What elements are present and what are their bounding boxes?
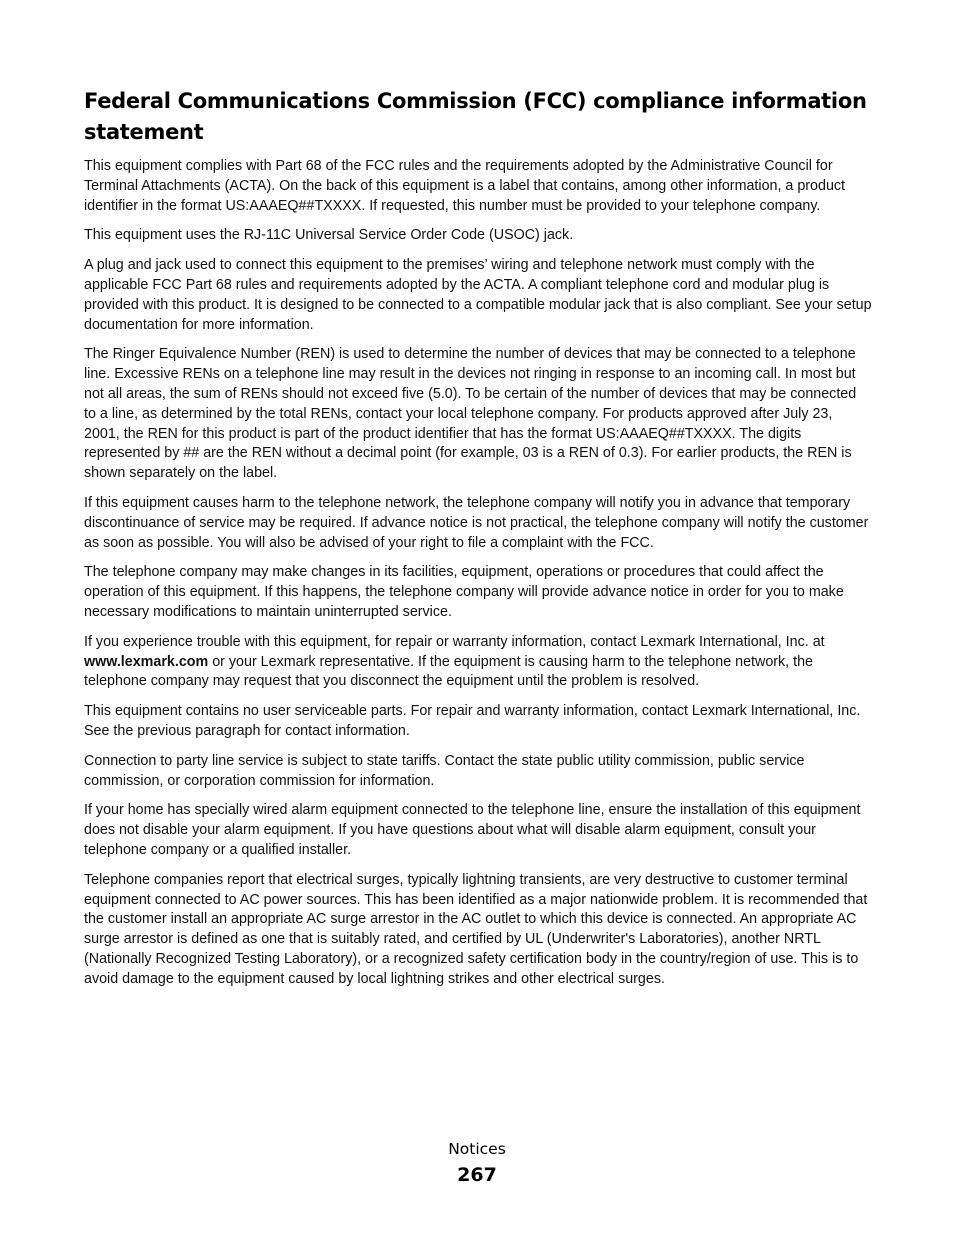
page-footer (0, 1137, 954, 1189)
paragraph-electrical-surges: Telephone companies report that electrical surges, typically lightning transients, are very destructive to customer terminal equipment connected to AC power sources. This has been identified as a major nationwide problem. It is recommended that the customer install an appropriate AC surge arrestor in the AC outlet to which this device is connected. An appropriate AC surge arrestor is defined as one that is suitably rated, and certified by UL (Underwriter's Laboratories), another NRTL (Nationally Recognized Testing Laboratory), or a recognized safety certification body in the country/region of use. This is to avoid damage to the equipment caused by local lightning strikes and other electrical surges. (84, 871, 868, 987)
paragraph-plug-and-jack: A plug and jack used to connect this equipment to the premises’ wiring and telephone network must comply with the applicable FCC Part 68 rules and requirements adopted by the ACTA. A compliant telephone cord and modular plug is provided with this product. It is designed to be connected to a compatible modular jack that is also compliant. See your setup documentation for more information. (84, 257, 872, 333)
footer-section-name: Notices (448, 1140, 506, 1158)
footer-page-number: 267 (457, 1164, 497, 1186)
paragraph-fcc-part-68: This equipment complies with Part 68 of the FCC rules and the requirements adopted by the Administrative Council for Terminal Attachments (ACTA). On the back of this equipment is a label that contains, among other information, a product identifier in the format US:AAAEQ##TXXXX. If requested, this number must be provided to your telephone company. (84, 158, 846, 214)
paragraph-party-line: Connection to party line service is subject to state tariffs. Contact the state public utility commission, public service commission, or corporation commission for information. (84, 752, 805, 789)
document-body (84, 86, 872, 999)
repair-text-before: If you experience trouble with this equipment, for repair or warranty information, contact Lexmark International, Inc. at (84, 633, 825, 650)
paragraph-usoc-jack: This equipment uses the RJ-11C Universal Service Order Code (USOC) jack. (84, 227, 574, 244)
paragraph-facility-changes: The telephone company may make changes in its facilities, equipment, operations or procedures that could affect the operation of this equipment. If this happens, the telephone company will provide advance notice in order for you to make necessary modifications to maintain uninterrupted service. (84, 564, 844, 620)
lexmark-website-link[interactable]: www.lexmark.com (84, 653, 209, 670)
paragraph-alarm-equipment: If your home has specially wired alarm equipment connected to the telephone line, ensure the installation of this equipment does not disable your alarm equipment. If you have questions about what will disable alarm equipment, consult your telephone company or a qualified installer. (84, 802, 861, 858)
page-title: Federal Communications Commission (FCC) compliance information statement (84, 89, 867, 144)
paragraph-network-harm: If this equipment causes harm to the telephone network, the telephone company will notify you in advance that temporary discontinuance of service may be required. If advance notice is not practical, the telephone company will notify the customer as soon as possible. You will also be advised of your right to file a complaint with the FCC. (84, 494, 869, 551)
repair-text-after: or your Lexmark representative. If the equipment is causing harm to the telephone network, the telephone company may request that you disconnect the equipment until the problem is resolved. (84, 653, 814, 690)
paragraph-repair-warranty (84, 633, 872, 692)
paragraph-ringer-equivalence: The Ringer Equivalence Number (REN) is used to determine the number of devices that may be connected to a telephone line. Excessive RENs on a telephone line may result in the devices not ringing in response to an incoming call. In most but not all areas, the sum of RENs should not exceed five (5.0). To be certain of the number of devices that may be connected to a line, as determined by the total RENs, contact your local telephone company. For products approved after July 23, 2001, the REN for this product is part of the product identifier that has the format US:AAAEQ##TXXXX. The digits represented by ## are the REN without a decimal point (for example, 03 is a REN of 0.3). For earlier products, the REN is shown separately on the label. (84, 346, 857, 482)
paragraph-no-serviceable-parts: This equipment contains no user serviceable parts. For repair and warranty information, contact Lexmark International, Inc. See the previous paragraph for contact information. (84, 703, 861, 739)
